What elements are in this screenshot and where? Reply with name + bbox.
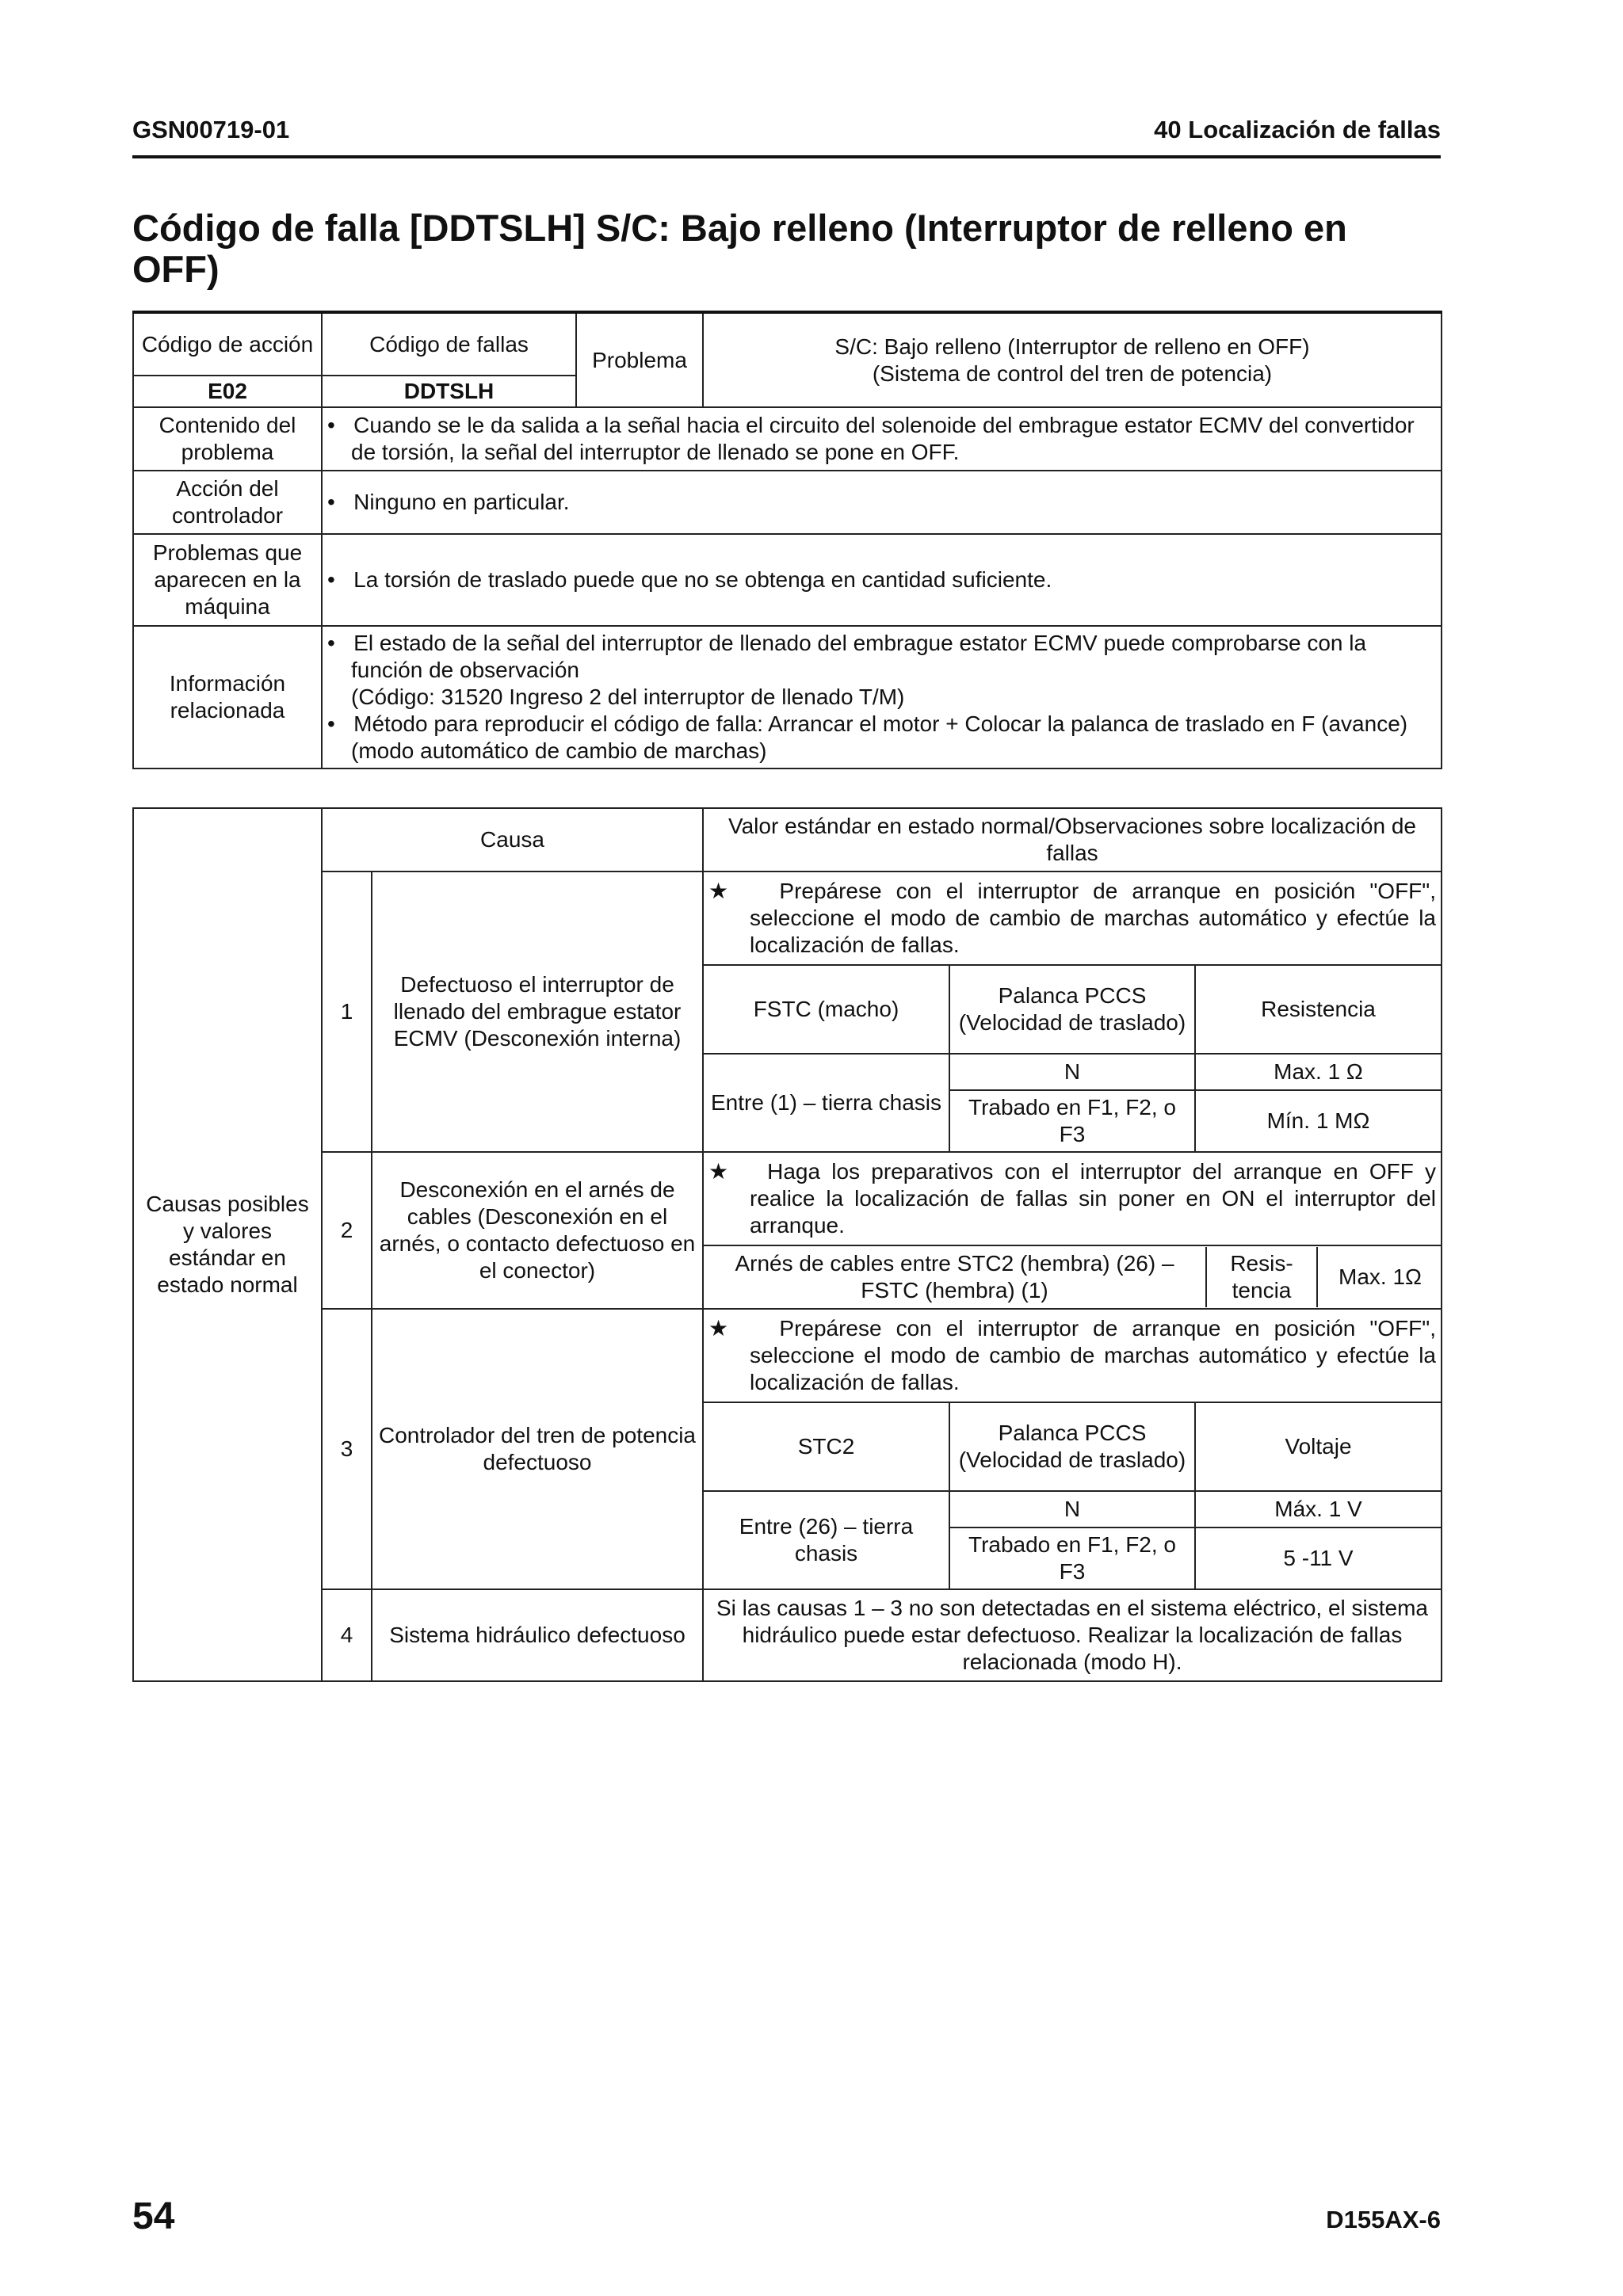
content-cell — [322, 407, 1442, 471]
fault-info-table — [132, 311, 1442, 769]
machine-text: La torsión de traslado puede que no se obtenga en cantidad suficiente. — [353, 567, 1052, 592]
machine-label: Problemas que aparecen en la máquina — [133, 534, 322, 626]
machine-cell — [322, 534, 1442, 626]
related-text-2: Método para reproducir el código de falla: Arrancar el motor + Colocar la palanca de traslado en F (avance) (modo automático de cambio de marchas) — [351, 711, 1408, 763]
list-item — [327, 630, 1436, 711]
bullet-icon: • — [327, 631, 335, 655]
page-title: Código de falla [DDTSLH] S/C: Bajo relleno (Interruptor de relleno en OFF) — [132, 207, 1347, 290]
measure-point: Arnés de cables entre STC2 (hembra) (26) – FSTC (hembra) (1) — [704, 1247, 1206, 1307]
cause-text: Sistema hidráulico defectuoso — [372, 1589, 703, 1681]
note-text: Haga los preparativos con el interruptor del arranque en OFF y realice la localización de fallas sin poner en ON el interruptor del arranque. — [750, 1159, 1437, 1238]
cause-text: Desconexión en el arnés de cables (Desconexión en el arnés, o contacto defectuoso en el conector) — [372, 1152, 703, 1309]
harness-subtable — [704, 1247, 1442, 1307]
standard-value: Max. 1Ω — [1317, 1247, 1442, 1307]
problem-label: Problema — [576, 312, 703, 407]
section-title: 40 Localización de fallas — [1154, 116, 1441, 143]
star-icon: ★ — [708, 879, 737, 903]
star-icon: ★ — [708, 1316, 737, 1341]
standard-value: Max. 1 Ω — [1195, 1054, 1442, 1090]
measure-point: Entre (26) – tierra chasis — [703, 1491, 949, 1589]
related-text-1a: El estado de la señal del interruptor de llenado del embrague estator ECMV puede comprobarse con la función de observación — [351, 631, 1367, 682]
list-item — [327, 566, 1436, 593]
fault-code-label: Código de fallas — [322, 312, 576, 376]
problem-text-line1: S/C: Bajo relleno (Interruptor de relleno en OFF) — [834, 334, 1310, 359]
cause-note — [703, 1309, 1442, 1402]
doc-code: GSN00719-01 — [132, 116, 290, 143]
col-connector: STC2 — [703, 1402, 949, 1491]
lever-position: Trabado en F1, F2, o F3 — [949, 1090, 1195, 1152]
controller-label: Acción del controlador — [133, 471, 322, 534]
note-text: Prepárese con el interruptor de arranque en posición "OFF", seleccione el modo de cambio de marchas automático y efectúe la localización de fallas. — [750, 1316, 1436, 1394]
col-connector: FSTC (macho) — [703, 965, 949, 1054]
cause-note — [703, 871, 1442, 965]
cause-text: Controlador del tren de potencia defectuoso — [372, 1309, 703, 1589]
col-lever: Palanca PCCS (Velocidad de traslado) — [949, 1402, 1195, 1491]
controller-text: Ninguno en particular. — [353, 490, 570, 514]
bullet-icon: • — [327, 413, 335, 437]
causes-table — [132, 807, 1442, 1682]
lever-position: Trabado en F1, F2, o F3 — [949, 1527, 1195, 1589]
problem-text-line2: (Sistema de control del tren de potencia) — [872, 360, 1273, 386]
note-text: Prepárese con el interruptor de arranque en posición "OFF", seleccione el modo de cambio de marchas automático y efectúe la localización de fallas. — [750, 879, 1436, 957]
lever-position: N — [949, 1054, 1195, 1090]
cause-number: 1 — [322, 871, 372, 1152]
page-header — [132, 116, 1441, 158]
content-text: Cuando se le da salida a la señal hacia el circuito del solenoide del embrague estator ECMV del convertidor de torsión, la señal del interruptor de llenado se pone en OFF. — [351, 413, 1415, 464]
list-item — [327, 489, 1436, 516]
content-label: Contenido del problema — [133, 407, 322, 471]
cause-number: 2 — [322, 1152, 372, 1309]
action-code-label: Código de acción — [133, 312, 322, 376]
list-item — [327, 711, 1436, 765]
controller-cell — [322, 471, 1442, 534]
cause-text: Defectuoso el interruptor de llenado del embrague estator ECMV (Desconexión interna) — [372, 871, 703, 1152]
related-text-1b: (Código: 31520 Ingreso 2 del interruptor de llenado T/M) — [351, 685, 905, 709]
cause-header: Causa — [322, 808, 703, 871]
cause-number: 3 — [322, 1309, 372, 1589]
cause-note: Si las causas 1 – 3 no son detectadas en el sistema eléctrico, el sistema hidráulico puede estar defectuoso. Realizar la localización de fallas relacionada (modo H). — [703, 1589, 1442, 1681]
col-measure: Resistencia — [1195, 965, 1442, 1054]
standard-header: Valor estándar en estado normal/Observaciones sobre localización de fallas — [703, 808, 1442, 871]
related-label: Información relacionada — [133, 626, 322, 769]
page-number: 54 — [132, 2195, 175, 2237]
measure-point: Entre (1) – tierra chasis — [703, 1054, 949, 1152]
action-code: E02 — [133, 376, 322, 407]
col-measure: Voltaje — [1195, 1402, 1442, 1491]
cause-number: 4 — [322, 1589, 372, 1681]
bullet-icon: • — [327, 567, 335, 592]
related-cell — [322, 626, 1442, 769]
lever-position: N — [949, 1491, 1195, 1527]
measure-label: Resis-tencia — [1206, 1247, 1317, 1307]
bullet-icon: • — [327, 490, 335, 514]
col-lever: Palanca PCCS (Velocidad de traslado) — [949, 965, 1195, 1054]
cause-note — [703, 1152, 1442, 1245]
star-icon: ★ — [708, 1159, 734, 1184]
standard-value: 5 -11 V — [1195, 1527, 1442, 1589]
bullet-icon: • — [327, 711, 335, 736]
list-item — [327, 412, 1436, 466]
causes-side-label: Causas posibles y valores estándar en estado normal — [133, 808, 322, 1681]
standard-value: Mín. 1 MΩ — [1195, 1090, 1442, 1152]
standard-value: Máx. 1 V — [1195, 1491, 1442, 1527]
model-code: D155AX-6 — [1326, 2206, 1441, 2233]
harness-row — [703, 1245, 1442, 1309]
fault-code: DDTSLH — [322, 376, 576, 407]
problem-text — [703, 312, 1442, 407]
